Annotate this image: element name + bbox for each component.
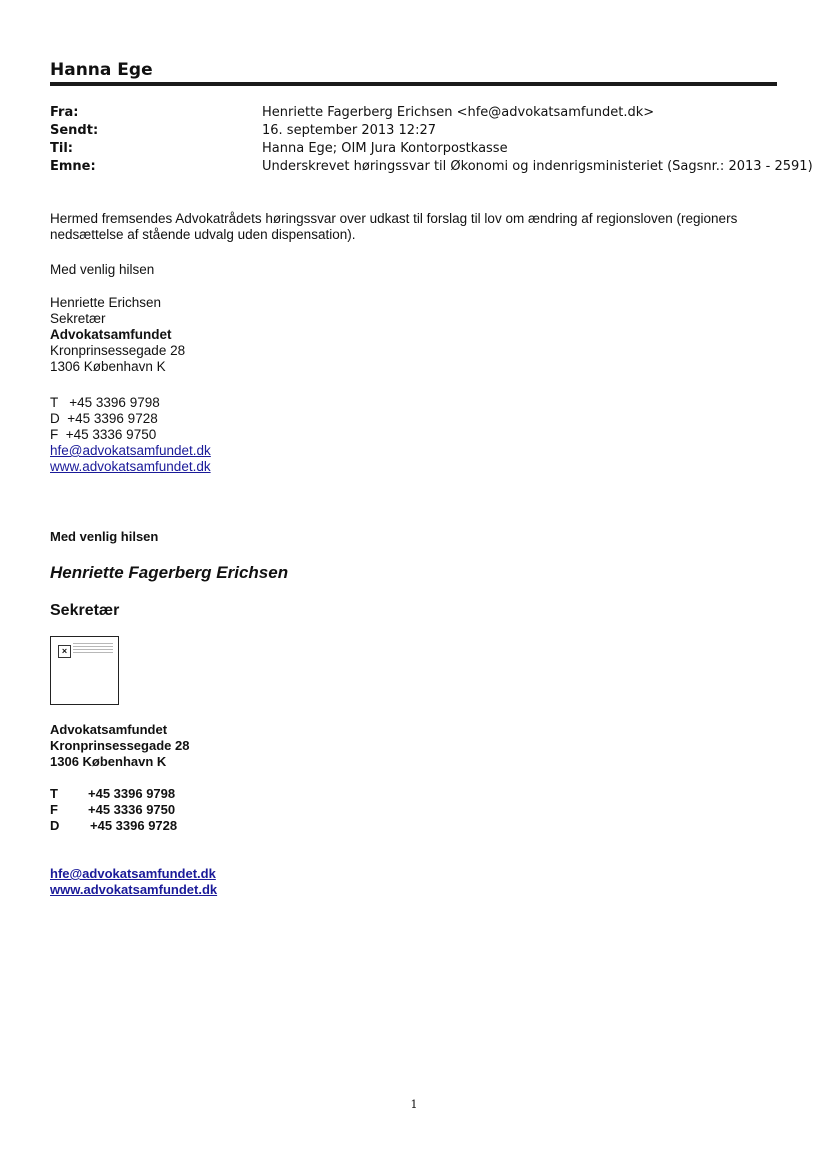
sig1-email-link[interactable]: hfe@advokatsamfundet.dk xyxy=(50,443,211,458)
sig1-street: Kronprinsessegade 28 xyxy=(50,343,186,358)
meta-row-from xyxy=(50,104,777,122)
recipient-name: Hanna Ege xyxy=(50,60,153,80)
meta-label: Emne: xyxy=(50,159,96,174)
sig2-name: Henriette Fagerberg Erichsen xyxy=(50,563,289,582)
sig2-phones xyxy=(50,786,270,836)
phone-key: D xyxy=(50,818,60,833)
sig2-city: 1306 København K xyxy=(50,754,167,769)
meta-row-sent xyxy=(50,122,777,140)
sig2-phone-row xyxy=(50,786,250,802)
email-meta xyxy=(50,104,813,176)
sig2-phone-row xyxy=(50,802,250,818)
sig1-city: 1306 København K xyxy=(50,359,166,374)
meta-value: 16. september 2013 12:27 xyxy=(262,123,436,138)
sig2-email-link[interactable]: hfe@advokatsamfundet.dk xyxy=(50,866,216,881)
phone-key: T xyxy=(50,786,58,801)
sig1-title: Sekretær xyxy=(50,311,106,326)
sig2-street: Kronprinsessegade 28 xyxy=(50,738,190,753)
sig1-name: Henriette Erichsen xyxy=(50,295,162,310)
sig1-phone-f: F +45 3336 9750 xyxy=(50,427,157,442)
page-number: 1 xyxy=(410,1098,418,1111)
sig1-phone-t: T +45 3396 9798 xyxy=(50,395,160,410)
phone-key: F xyxy=(50,802,58,817)
meta-label: Fra: xyxy=(50,105,79,120)
sig1-web-link[interactable]: www.advokatsamfundet.dk xyxy=(50,459,211,474)
meta-label: Sendt: xyxy=(50,123,99,138)
message-greeting: Med venlig hilsen xyxy=(50,262,155,277)
sig2-web-link[interactable]: www.advokatsamfundet.dk xyxy=(50,882,218,897)
image-alt-text-lines xyxy=(73,643,113,655)
meta-value: Underskrevet høringssvar til Økonomi og indenrigsministeriet (Sagsnr.: 2013 - 2591) xyxy=(262,159,813,174)
sig1-phone-d: D +45 3396 9728 xyxy=(50,411,158,426)
broken-image-placeholder xyxy=(50,636,119,705)
message-line-1: Hermed fremsendes Advokatrådets høringssvar over udkast til forslag til lov om ændring af regionsloven (regioners xyxy=(50,211,738,226)
phone-value: +45 3396 9728 xyxy=(90,818,178,833)
sig2-company: Advokatsamfundet xyxy=(50,722,168,737)
sig2-greeting: Med venlig hilsen xyxy=(50,529,159,544)
broken-image-icon: × xyxy=(58,645,71,658)
phone-value: +45 3336 9750 xyxy=(88,802,176,817)
message-line-2: nedsættelse af stående udvalg uden dispensation). xyxy=(50,227,356,242)
meta-value: Hanna Ege; OIM Jura Kontorpostkasse xyxy=(262,141,508,156)
sig2-title: Sekretær xyxy=(50,602,120,619)
header-rule xyxy=(50,82,777,86)
sig1-company: Advokatsamfundet xyxy=(50,327,172,342)
meta-value: Henriette Fagerberg Erichsen <hfe@advokatsamfundet.dk> xyxy=(262,105,655,120)
meta-label: Til: xyxy=(50,141,73,156)
meta-row-to xyxy=(50,140,777,158)
phone-value: +45 3396 9798 xyxy=(88,786,176,801)
sig2-phone-row xyxy=(50,818,250,834)
meta-row-subject xyxy=(50,158,813,176)
